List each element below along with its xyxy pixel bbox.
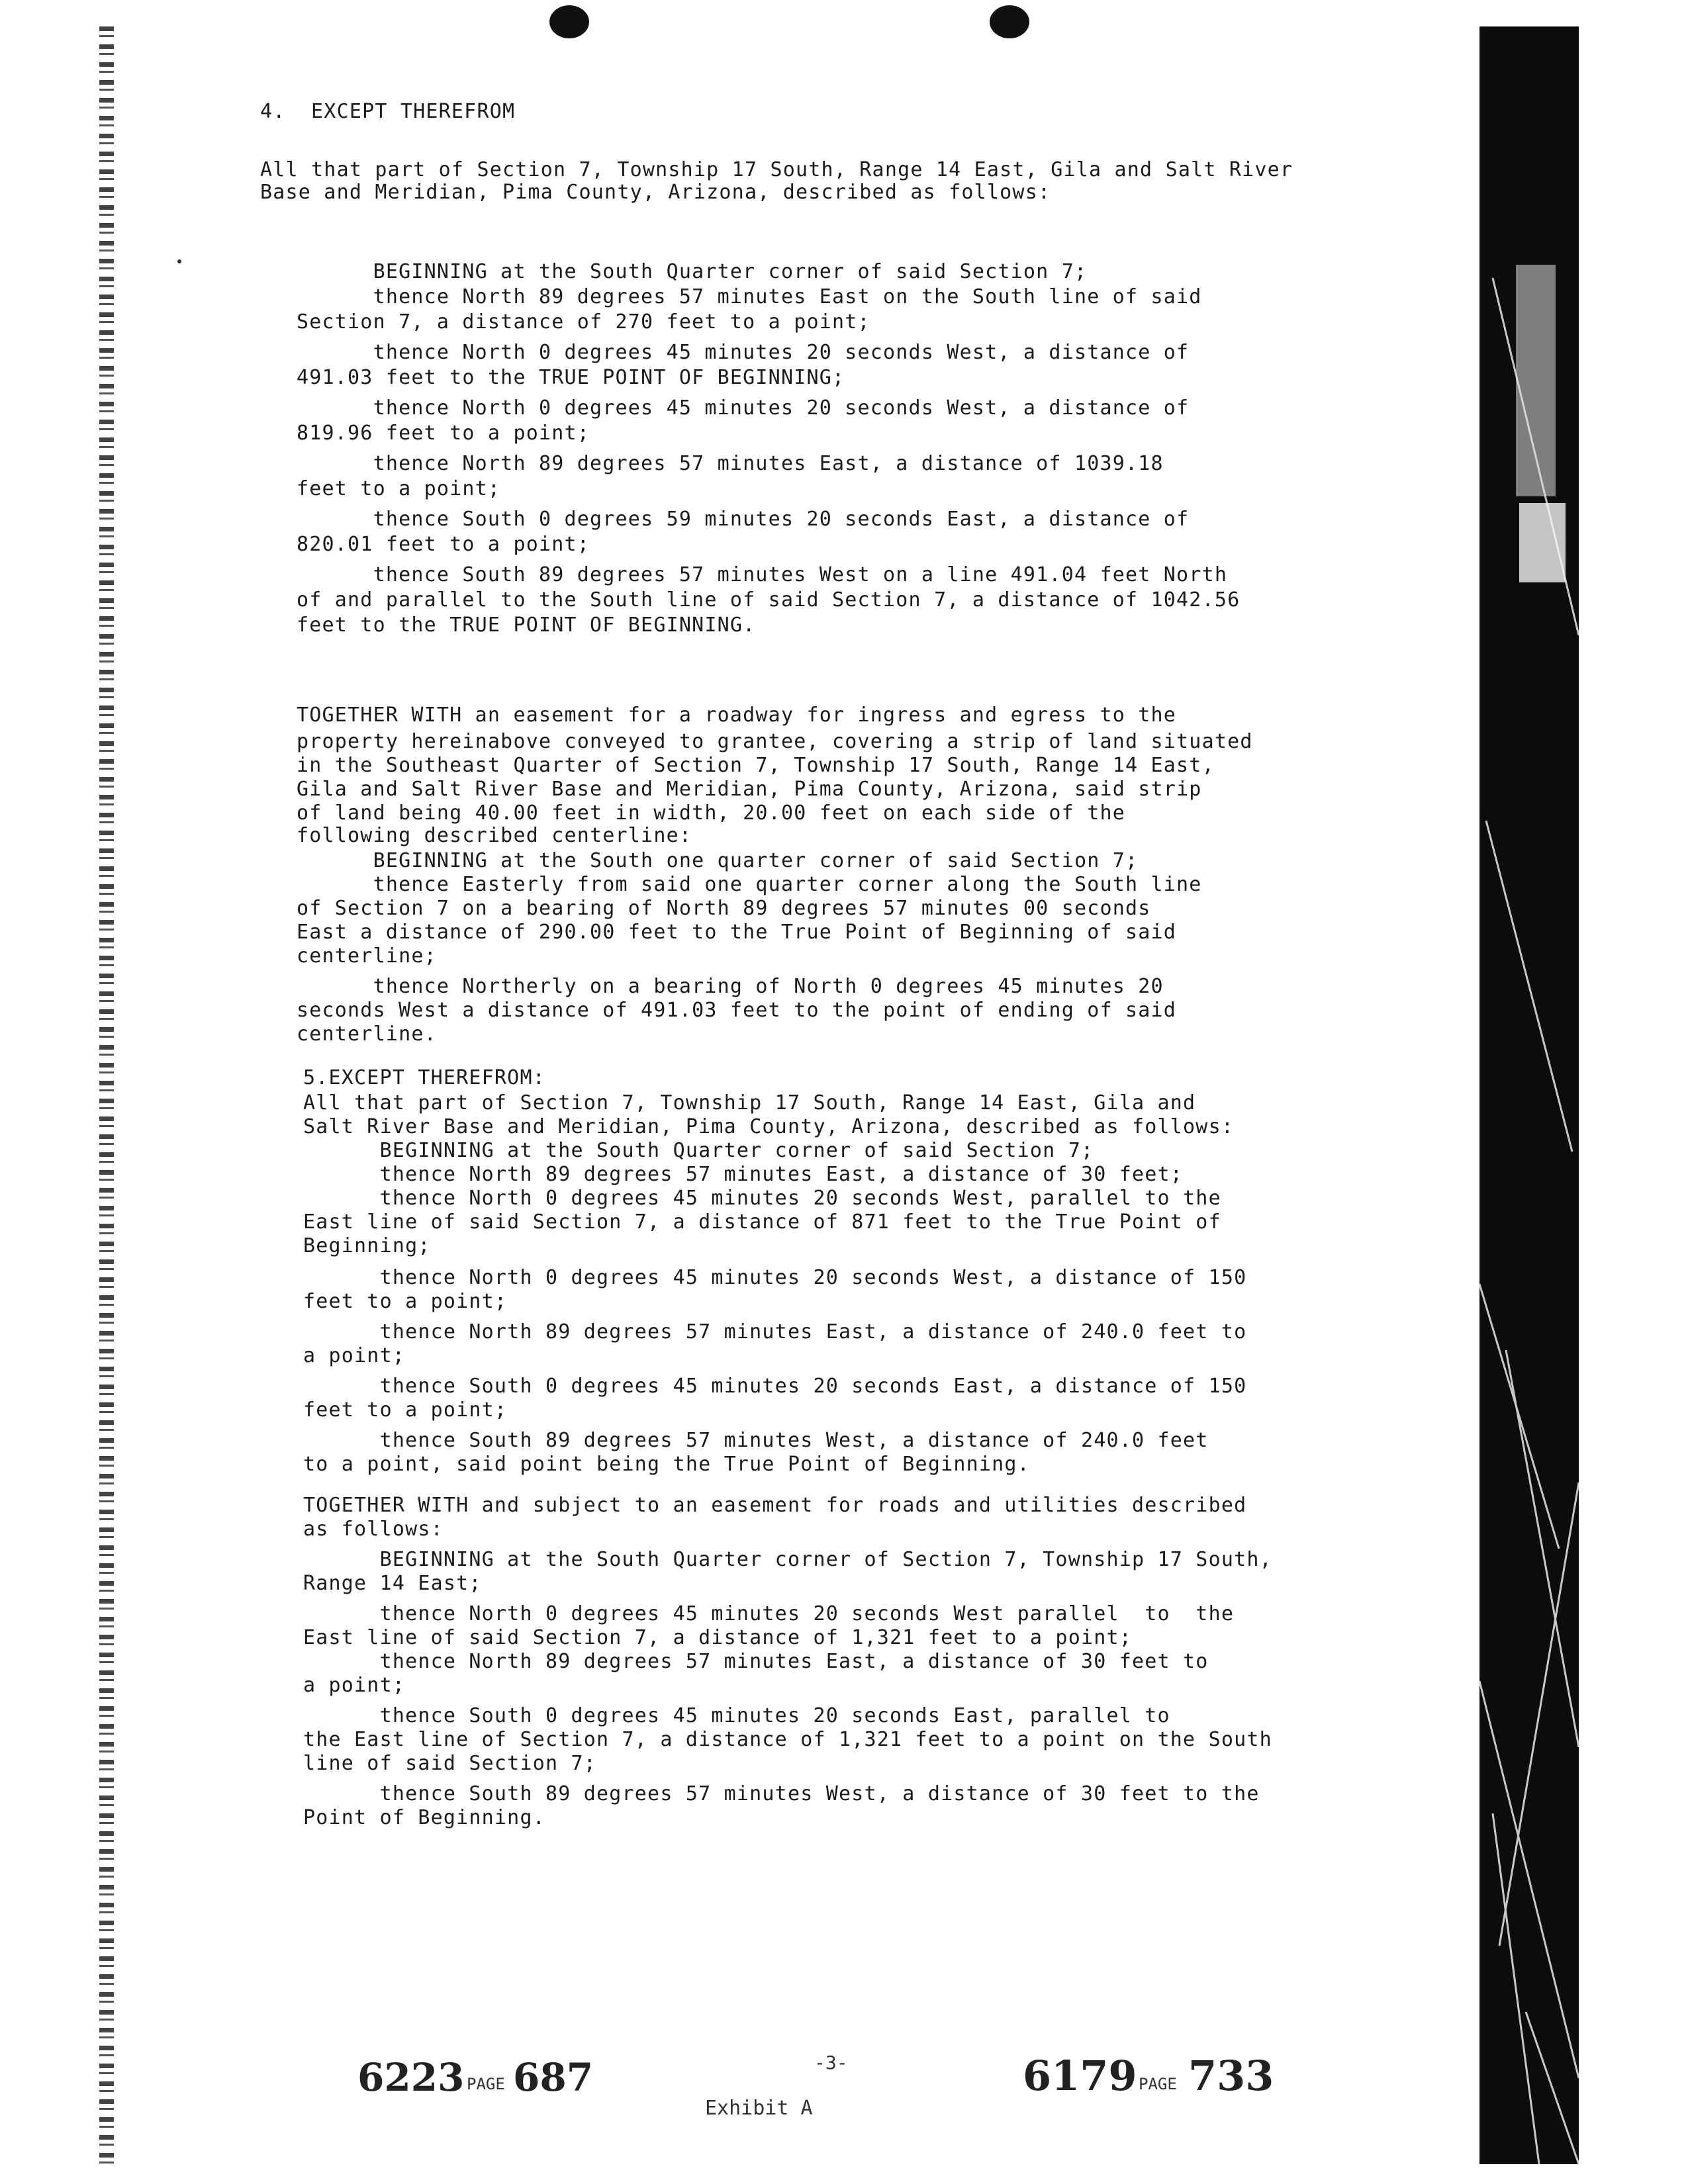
section-5-description-line: thence North 0 degrees 45 minutes 20 seconds West, parallel to the xyxy=(303,1187,1221,1210)
section-4-easement-line: East a distance of 290.00 feet to the True Point of Beginning of said xyxy=(297,921,1177,944)
punch-hole-right xyxy=(990,5,1029,38)
section-4-heading: 4. EXCEPT THEREFROM xyxy=(260,100,516,123)
section-5-easement-line: as follows: xyxy=(303,1518,444,1541)
section-5-easement-line: BEGINNING at the South Quarter corner of Section 7, Township 17 South, xyxy=(303,1548,1272,1571)
left-recording-page: 687 xyxy=(513,2055,594,2100)
punch-hole-left xyxy=(549,5,589,38)
section-5-description-line: BEGINNING at the South Quarter corner of said Section 7; xyxy=(303,1139,1094,1162)
scan-speck xyxy=(177,259,181,263)
section-4-description-line: BEGINNING at the South Quarter corner of said Section 7; xyxy=(297,260,1088,283)
right-recording-page: 733 xyxy=(1188,2052,1274,2100)
section-5-easement-line: TOGETHER WITH and subject to an easement for roads and utilities described xyxy=(303,1494,1247,1517)
section-4-easement-line: following described centerline: xyxy=(297,824,692,847)
section-4-easement-line: of Section 7 on a bearing of North 89 degrees 57 minutes 00 seconds xyxy=(297,897,1151,920)
section-5-description-line: thence North 89 degrees 57 minutes East, a distance of 240.0 feet to xyxy=(303,1320,1247,1343)
section-4-easement-line: seconds West a distance of 491.03 feet to the point of ending of said xyxy=(297,999,1177,1022)
page-number: -3- xyxy=(814,2052,848,2073)
section-5-easement-line: thence North 89 degrees 57 minutes East, a distance of 30 feet to xyxy=(303,1650,1209,1673)
section-4-description-line: of and parallel to the South line of said Section 7, a distance of 1042.56 xyxy=(297,588,1241,612)
section-5-heading: 5.EXCEPT THEREFROM: xyxy=(303,1066,545,1089)
section-4-easement-line: in the Southeast Quarter of Section 7, Township 17 South, Range 14 East, xyxy=(297,754,1215,777)
section-4-description-line: thence North 0 degrees 45 minutes 20 seconds West, a distance of xyxy=(297,341,1190,364)
right-recording-book: 6179 xyxy=(1023,2052,1137,2100)
scan-left-edge-artifact xyxy=(99,26,114,2164)
section-4-description-line: 820.01 feet to a point; xyxy=(297,533,590,556)
section-5-description-line: thence South 89 degrees 57 minutes West, a distance of 240.0 feet xyxy=(303,1429,1209,1452)
section-4-description-line: thence North 0 degrees 45 minutes 20 seconds West, a distance of xyxy=(297,396,1190,420)
section-5-easement-line: thence South 89 degrees 57 minutes West, a distance of 30 feet to the xyxy=(303,1782,1260,1805)
section-5-description-line: feet to a point; xyxy=(303,1290,508,1313)
section-4-easement-line: centerline. xyxy=(297,1023,437,1046)
section-4-description-line: thence North 89 degrees 57 minutes East on the South line of said xyxy=(297,285,1202,308)
section-4-description-line: 491.03 feet to the TRUE POINT OF BEGINNING; xyxy=(297,366,845,389)
section-5-description-line: a point; xyxy=(303,1344,406,1367)
section-5-description-line: feet to a point; xyxy=(303,1398,508,1422)
exhibit-label: Exhibit A xyxy=(705,2097,813,2120)
section-5-description-line: Salt River Base and Meridian, Pima County, Arizona, described as follows: xyxy=(303,1115,1235,1138)
section-4-intro-line: Base and Meridian, Pima County, Arizona, described as follows: xyxy=(260,181,1051,204)
left-page-label: PAGE xyxy=(467,2075,505,2093)
section-4-easement-line: centerline; xyxy=(297,944,437,968)
section-5-description-line: thence North 0 degrees 45 minutes 20 seconds West, a distance of 150 xyxy=(303,1266,1247,1289)
section-4-easement-line: thence Northerly on a bearing of North 0 degrees 45 minutes 20 xyxy=(297,975,1164,998)
section-5-easement-line: thence South 0 degrees 45 minutes 20 seconds East, parallel to xyxy=(303,1704,1170,1727)
section-4-easement-line: thence Easterly from said one quarter corner along the South line xyxy=(297,873,1202,896)
section-5-description-line: to a point, said point being the True Point of Beginning. xyxy=(303,1453,1030,1476)
section-5-easement-line: thence North 0 degrees 45 minutes 20 seconds West parallel to the xyxy=(303,1602,1235,1625)
section-5-description-line: East line of said Section 7, a distance of 871 feet to the True Point of xyxy=(303,1210,1221,1234)
section-4-easement-line: of land being 40.00 feet in width, 20.00 feet on each side of the xyxy=(297,801,1125,825)
section-5-easement-line: Range 14 East; xyxy=(303,1572,482,1595)
section-5-description-line: thence North 89 degrees 57 minutes East, a distance of 30 feet; xyxy=(303,1163,1184,1186)
section-4-description-line: feet to a point; xyxy=(297,477,501,500)
section-4-intro-line: All that part of Section 7, Township 17 South, Range 14 East, Gila and Salt River xyxy=(260,158,1293,181)
section-5-easement-line: a point; xyxy=(303,1674,406,1697)
section-5-description-line: Beginning; xyxy=(303,1234,431,1257)
section-4-easement-line: TOGETHER WITH an easement for a roadway for ingress and egress to the xyxy=(297,704,1177,727)
section-4-description-line: thence South 0 degrees 59 minutes 20 seconds East, a distance of xyxy=(297,508,1190,531)
section-5-description-line: thence South 0 degrees 45 minutes 20 seconds East, a distance of 150 xyxy=(303,1375,1247,1398)
section-5-easement-line: East line of said Section 7, a distance of 1,321 feet to a point; xyxy=(303,1626,1132,1649)
section-5-description-line: All that part of Section 7, Township 17 South, Range 14 East, Gila and xyxy=(303,1091,1196,1115)
section-5-easement-line: line of said Section 7; xyxy=(303,1752,597,1775)
section-4-description-line: thence South 89 degrees 57 minutes West on a line 491.04 feet North xyxy=(297,563,1228,586)
section-4-easement-line: Gila and Salt River Base and Meridian, Pima County, Arizona, said strip xyxy=(297,778,1202,801)
section-5-easement-line: Point of Beginning. xyxy=(303,1806,545,1829)
right-page-label: PAGE xyxy=(1139,2075,1177,2093)
section-4-easement-line: property hereinabove conveyed to grantee, covering a strip of land situated xyxy=(297,730,1253,753)
section-4-description-line: feet to the TRUE POINT OF BEGINNING. xyxy=(297,614,756,637)
section-4-easement-line: BEGINNING at the South one quarter corner of said Section 7; xyxy=(297,849,1139,872)
scan-right-edge-artifact xyxy=(1479,26,1579,2164)
left-recording-book: 6223 xyxy=(357,2055,465,2100)
section-5-easement-line: the East line of Section 7, a distance of 1,321 feet to a point on the South xyxy=(303,1728,1272,1751)
section-4-description-line: thence North 89 degrees 57 minutes East, a distance of 1039.18 xyxy=(297,452,1164,475)
section-4-description-line: 819.96 feet to a point; xyxy=(297,422,590,445)
section-4-description-line: Section 7, a distance of 270 feet to a point; xyxy=(297,310,870,334)
